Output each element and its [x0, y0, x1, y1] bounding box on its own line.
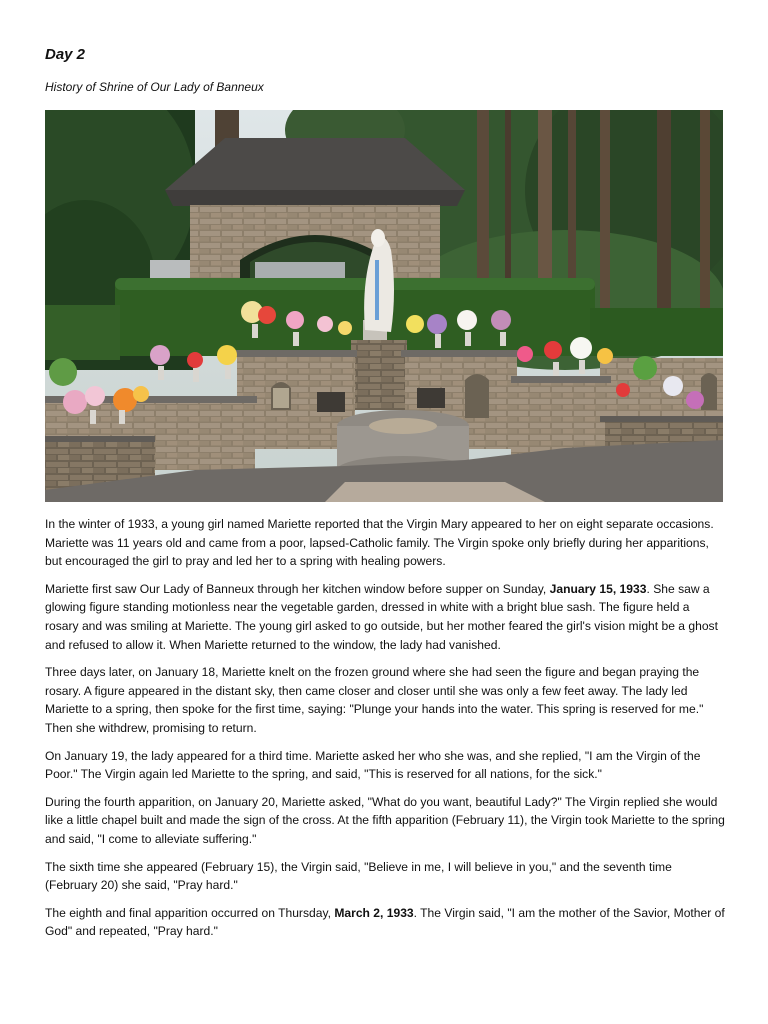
paragraph-2 — [45, 580, 725, 654]
article-body — [45, 515, 725, 950]
paragraph-text: The sixth time she appeared (February 15), the Virgin said, "Believe in me, I will believe in you," and the seventh time (February 20) she said, "Pray hard." — [45, 859, 672, 893]
paragraph-4 — [45, 747, 725, 784]
date-emphasis: January 15, 1933 — [549, 581, 647, 596]
paragraph-text: Mariette first saw Our Lady of Banneux through her kitchen window before supper on Sunday, — [45, 581, 550, 596]
paragraph-text: The eighth and final apparition occurred on Thursday, — [45, 905, 335, 920]
paragraph-text: On January 19, the lady appeared for a third time. Mariette asked her who she was, and she replied, "I am the Virgin of the Poor." The Virgin again led Mariette to the spring, and said, "This is reserved for all nations, for the sick." — [45, 748, 701, 782]
paragraph-text: . The Virgin said, "I am the mother of the Savior, Mother of God" and repeated, "Pray hard." — [45, 905, 725, 939]
shrine-photo — [45, 110, 723, 502]
paragraph-text: During the fourth apparition, on January 20, Mariette asked, "What do you want, beautiful Lady?" The Virgin replied she would like a little chapel built and made the sign of the cross. At the fifth apparition (February 11), the Virgin took Mariette to the spring and said, "I come to alleviate suffering." — [45, 794, 725, 846]
paragraph-text: In the winter of 1933, a young girl named Mariette reported that the Virgin Mary appeared to her on eight separate occasions. Mariette was 11 years old and came from a poor, lapsed-Catholic family. The Virgin spoke only briefly during her apparitions, but encouraged the girl to pray and led her to a spring with healing powers. — [45, 517, 714, 569]
document-subtitle: History of Shrine of Our Lady of Banneux — [45, 80, 264, 94]
paragraph-7 — [45, 904, 725, 941]
date-emphasis: March 2, 1933 — [334, 905, 414, 920]
paragraph-3 — [45, 663, 725, 737]
paragraph-text: Three days later, on January 18, Mariette knelt on the frozen ground where she had seen the figure and began praying the rosary. A figure appeared in the distant sky, then came closer and closer until she was only a few feet away. The lady led Mariette to a spring, then spoke for the first time, saying: "Plunge your hands into the water. This spring is reserved for me." Then she withdrew, promising to return. — [45, 665, 704, 735]
day-title: Day 2 — [45, 46, 86, 63]
paragraph-6 — [45, 858, 725, 895]
paragraph-5 — [45, 793, 725, 849]
paragraph-1 — [45, 515, 725, 571]
paragraph-text: . She saw a glowing figure standing motionless near the vegetable garden, dressed in white with a bright blue sash. The figure held a rosary and was smiling at Mariette. The young girl asked to go outside, but her mother feared the girl's vision might be a ghost and refused to allow it. When Mariette returned to the window, the lady had vanished. — [45, 581, 718, 652]
